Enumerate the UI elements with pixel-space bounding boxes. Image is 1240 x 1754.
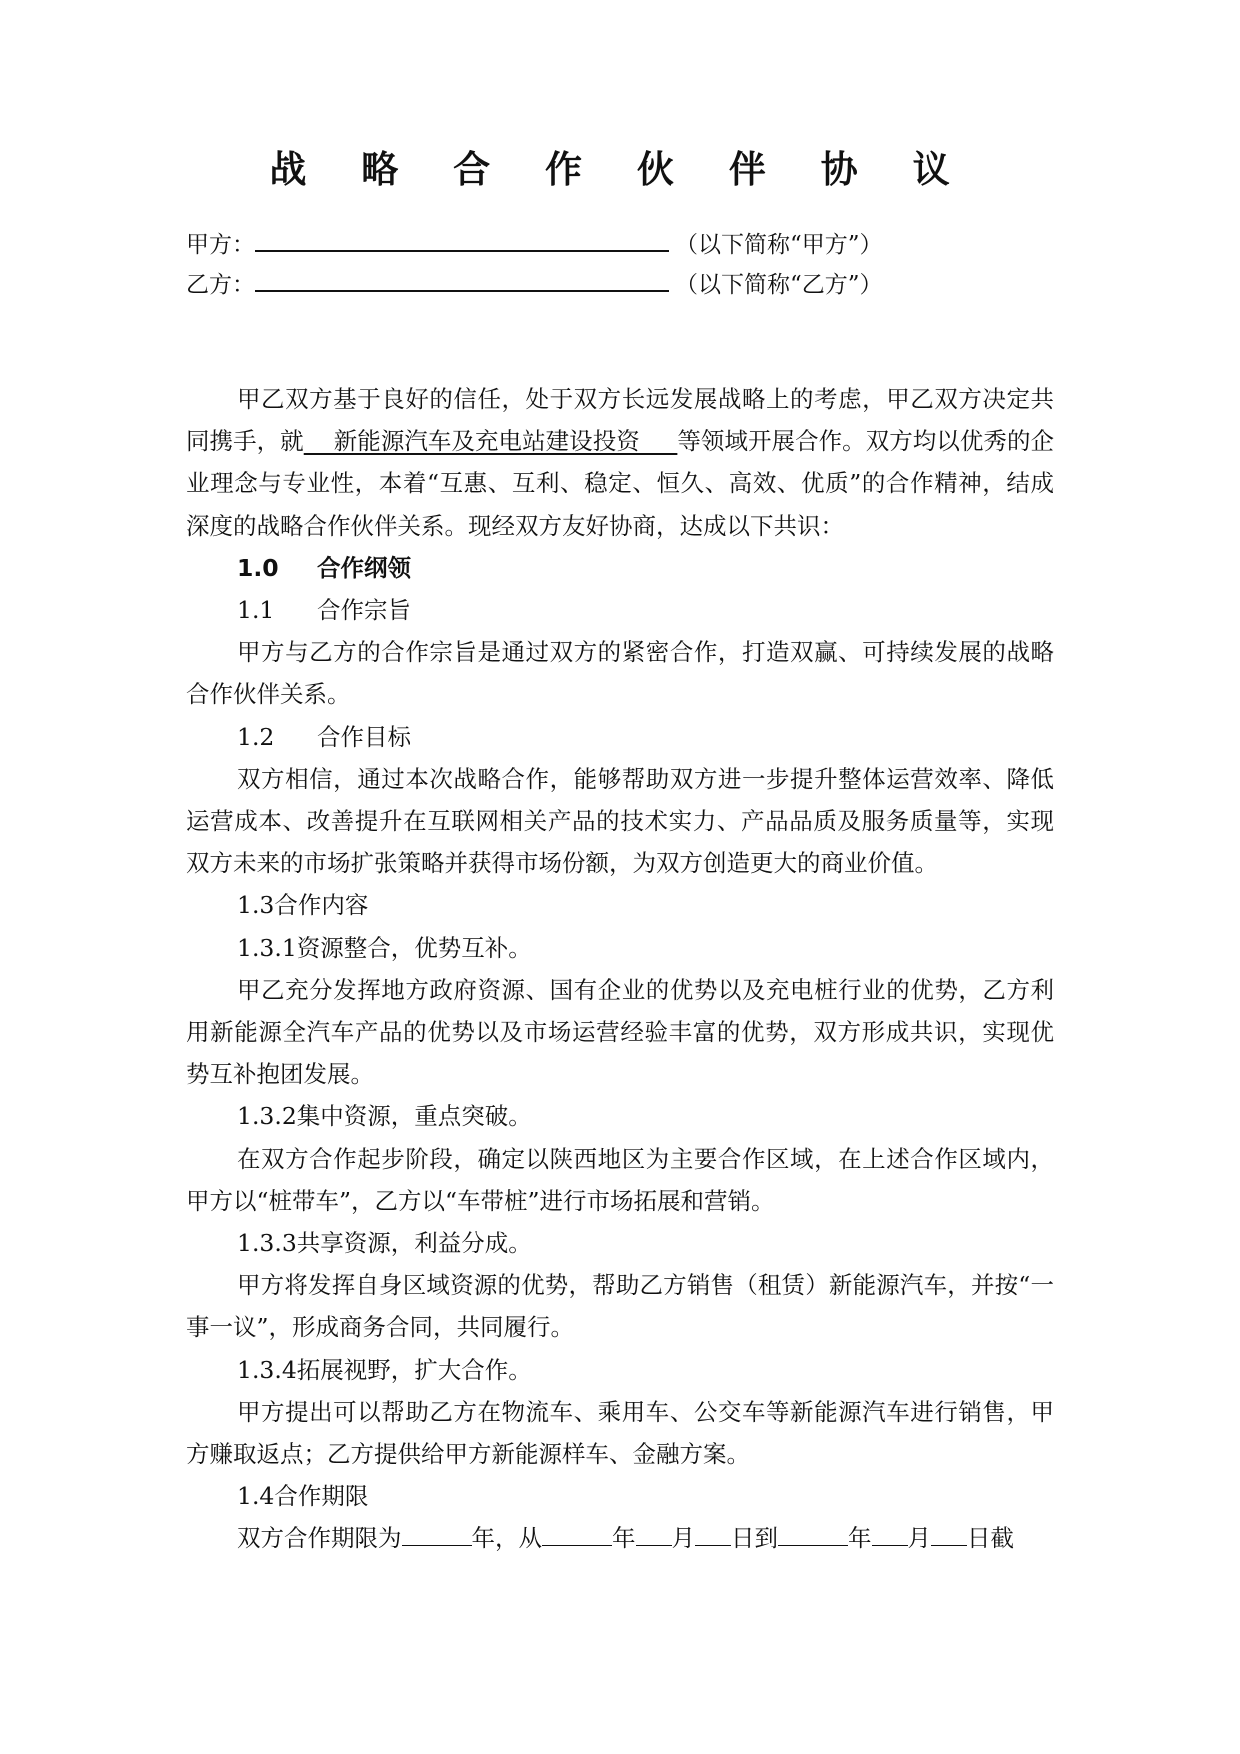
party-a-label: 甲方： — [186, 232, 255, 258]
section-1-2-heading: 1.2 合作目标 — [237, 722, 411, 751]
section-1-3-3-heading: 1.3.3共享资源，利益分成。 — [237, 1229, 532, 1258]
section-1-3-3-text: 甲方将发挥自身区域资源的优势，帮助乙方销售（租赁）新能源汽车，并按“一事一议”，形成商务合同，共同履行。 — [186, 1271, 1054, 1342]
intro-paragraph: 甲乙双方基于良好的信任，处于双方长远发展战略上的考虑，甲乙双方决定共同携手，就 新能源汽车及充电站建设投资 等领域开展合作。双方均以优秀的企业理念与专业性，本着“互惠、互利、稳定、恒久、高效、优质”的合作精神，结成深度的战略合作伙伴关系。现经双方友好协商，达成以下共识： — [186, 385, 1055, 540]
section-1-4-text: 双方合作期限为 年，从 年 月 日到 年 月 日截 — [237, 1524, 1014, 1553]
start-month-blank — [636, 1523, 672, 1546]
section-1-3-2-heading: 1.3.2集中资源，重点突破。 — [237, 1102, 532, 1131]
document-body — [186, 378, 1054, 1560]
end-month-blank — [872, 1523, 908, 1546]
section-1-1-text: 甲方与乙方的合作宗旨是通过双方的紧密合作，打造双赢、可持续发展的战略合作伙伴关系。 — [186, 638, 1054, 709]
party-a-blank — [255, 228, 669, 252]
section-1-3-4-text: 甲方提出可以帮助乙方在物流车、乘用车、公交车等新能源汽车进行销售，甲方赚取返点；乙方提供给甲方新能源样车、金融方案。 — [186, 1397, 1054, 1469]
years-blank — [402, 1523, 472, 1546]
section-1-3-1-text: 甲乙充分发挥地方政府资源、国有企业的优势以及充电桩行业的优势，乙方利用新能源全汽车产品的优势以及市场运营经验丰富的优势，双方形成共识，实现优势互补抱团发展。 — [186, 975, 1054, 1089]
section-1-3-4-heading: 1.3.4拓展视野，扩大合作。 — [237, 1355, 532, 1384]
section-1-3-heading: 1.3合作内容 — [237, 891, 369, 920]
party-a-line — [186, 228, 883, 260]
section-1-4-heading: 1.4合作期限 — [237, 1482, 369, 1511]
start-day-blank — [695, 1523, 731, 1546]
section-1-3-2-text: 在双方合作起步阶段，确定以陕西地区为主要合作区域，在上述合作区域内，甲方以“桩带车”，乙方以“车带桩”进行市场拓展和营销。 — [186, 1144, 1054, 1215]
party-a-suffix: （以下简称“甲方”） — [675, 232, 883, 258]
section-1-2-text: 双方相信，通过本次战略合作，能够帮助双方进一步提升整体运营效率、降低运营成本、改善提升在互联网相关产品的技术实力、产品品质及服务质量等，实现双方未来的市场扩张策略并获得市场份额，为双方创造更大的商业价值。 — [186, 764, 1054, 878]
cooperation-field: 新能源汽车及充电站建设投资 — [303, 427, 678, 456]
section-1-1-heading: 1.1 合作宗旨 — [237, 596, 411, 625]
start-year-blank — [542, 1523, 612, 1546]
party-b-suffix: （以下简称“乙方”） — [675, 272, 883, 298]
document-title: 战 略 合 作 伙 伴 协 议 — [269, 148, 971, 191]
section-1-0-heading: 1.0 合作纲领 — [237, 553, 411, 582]
end-day-blank — [931, 1523, 967, 1546]
section-1-3-1-heading: 1.3.1资源整合，优势互补。 — [237, 933, 532, 962]
party-b-blank — [255, 268, 669, 292]
party-b-label: 乙方： — [186, 272, 255, 298]
party-b-line — [186, 268, 883, 300]
end-year-blank — [778, 1523, 848, 1546]
